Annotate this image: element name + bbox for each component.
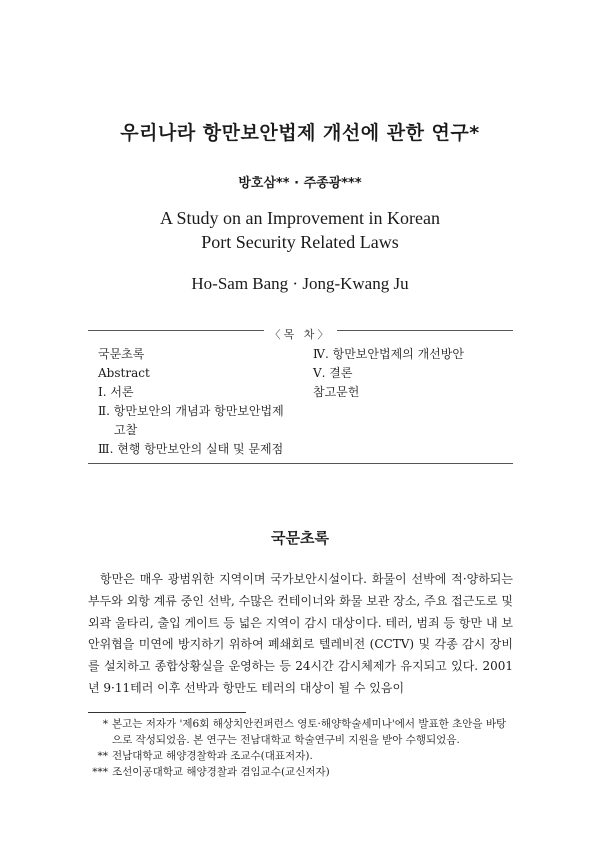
footnote bbox=[88, 716, 513, 748]
footnote-mark: ** bbox=[97, 750, 108, 762]
toc-item: Ⅲ. 현행 항만보안의 실태 및 문제점 bbox=[98, 442, 284, 456]
footnote-text: 조선이공대학교 해양경찰과 겸임교수(교신저자) bbox=[112, 766, 330, 778]
toc-item-text: Ⅱ. 항만보안의 개념과 항만보안법제 bbox=[98, 404, 284, 418]
toc-item: 국문초록 bbox=[98, 347, 145, 361]
paper-title-korean: 우리나라 항만보안법제 개선에 관한 연구* bbox=[120, 122, 480, 144]
toc-heading: 〈목 차〉 bbox=[264, 328, 338, 341]
toc-item: Ⅳ. 항만보안법제의 개선방안 bbox=[313, 347, 464, 361]
toc-item-continuation: 고찰 bbox=[114, 423, 138, 437]
toc-item: Ⅰ. 서론 bbox=[98, 385, 134, 399]
footnote-mark: *** bbox=[92, 766, 108, 778]
footnote-text: 전남대학교 해양경찰학과 조교수(대표저자). bbox=[112, 750, 313, 762]
toc-heading-wrap bbox=[88, 323, 513, 342]
footnote bbox=[88, 748, 513, 764]
footnote-divider bbox=[88, 712, 246, 713]
toc-item: Ⅴ. 결론 bbox=[313, 366, 353, 380]
title-en-line-2: Port Security Related Laws bbox=[201, 232, 399, 252]
table-of-contents bbox=[88, 330, 513, 464]
title-en-line-1: A Study on an Improvement in Korean bbox=[160, 208, 440, 228]
toc-left-column bbox=[98, 345, 313, 459]
authors-english: Ho-Sam Bang · Jong-Kwang Ju bbox=[191, 274, 409, 293]
footnote-mark: * bbox=[102, 718, 108, 730]
toc-item: Abstract bbox=[98, 366, 150, 380]
footnotes bbox=[88, 716, 513, 780]
authors-korean: 방호삼** · 주종광*** bbox=[238, 176, 362, 191]
footnote bbox=[88, 764, 513, 780]
toc-item: 참고문헌 bbox=[313, 385, 360, 399]
section-title-abstract: 국문초록 bbox=[271, 529, 329, 547]
toc-right-column bbox=[313, 345, 513, 402]
abstract-body: 항만은 매우 광범위한 지역이며 국가보안시설이다. 화물이 선박에 적·양하되는 부두와 외항 계류 중인 선박, 수많은 컨테이너와 화물 보관 장소, 주요 접근도로 및 외곽 울타리, 출입 게이트 등 넓은 지역이 감시 대상이다. 테러, 범죄 등 항만 내 보안위협을 미연에 방지하기 위하여 폐쇄회로 텔레비전 (CCTV) 및 각종 감시 장비를 설치하고 종합상황실을 운영하는 등 24시간 감시체제가 유지되고 있다. 2001년 9·11테러 이후 선박과 항만도 테러의 대상이 될 수 있음이 bbox=[88, 572, 513, 695]
toc-item bbox=[98, 402, 313, 440]
paper-title-english bbox=[0, 206, 600, 254]
footnote-text: 본고는 저자가 '제6회 해상치안컨퍼런스 영토·해양학술세미나'에서 발표한 초안을 바탕으로 작성되었음. 본 연구는 전남대학교 학술연구비 지원을 받아 수행되었음. bbox=[112, 718, 507, 746]
